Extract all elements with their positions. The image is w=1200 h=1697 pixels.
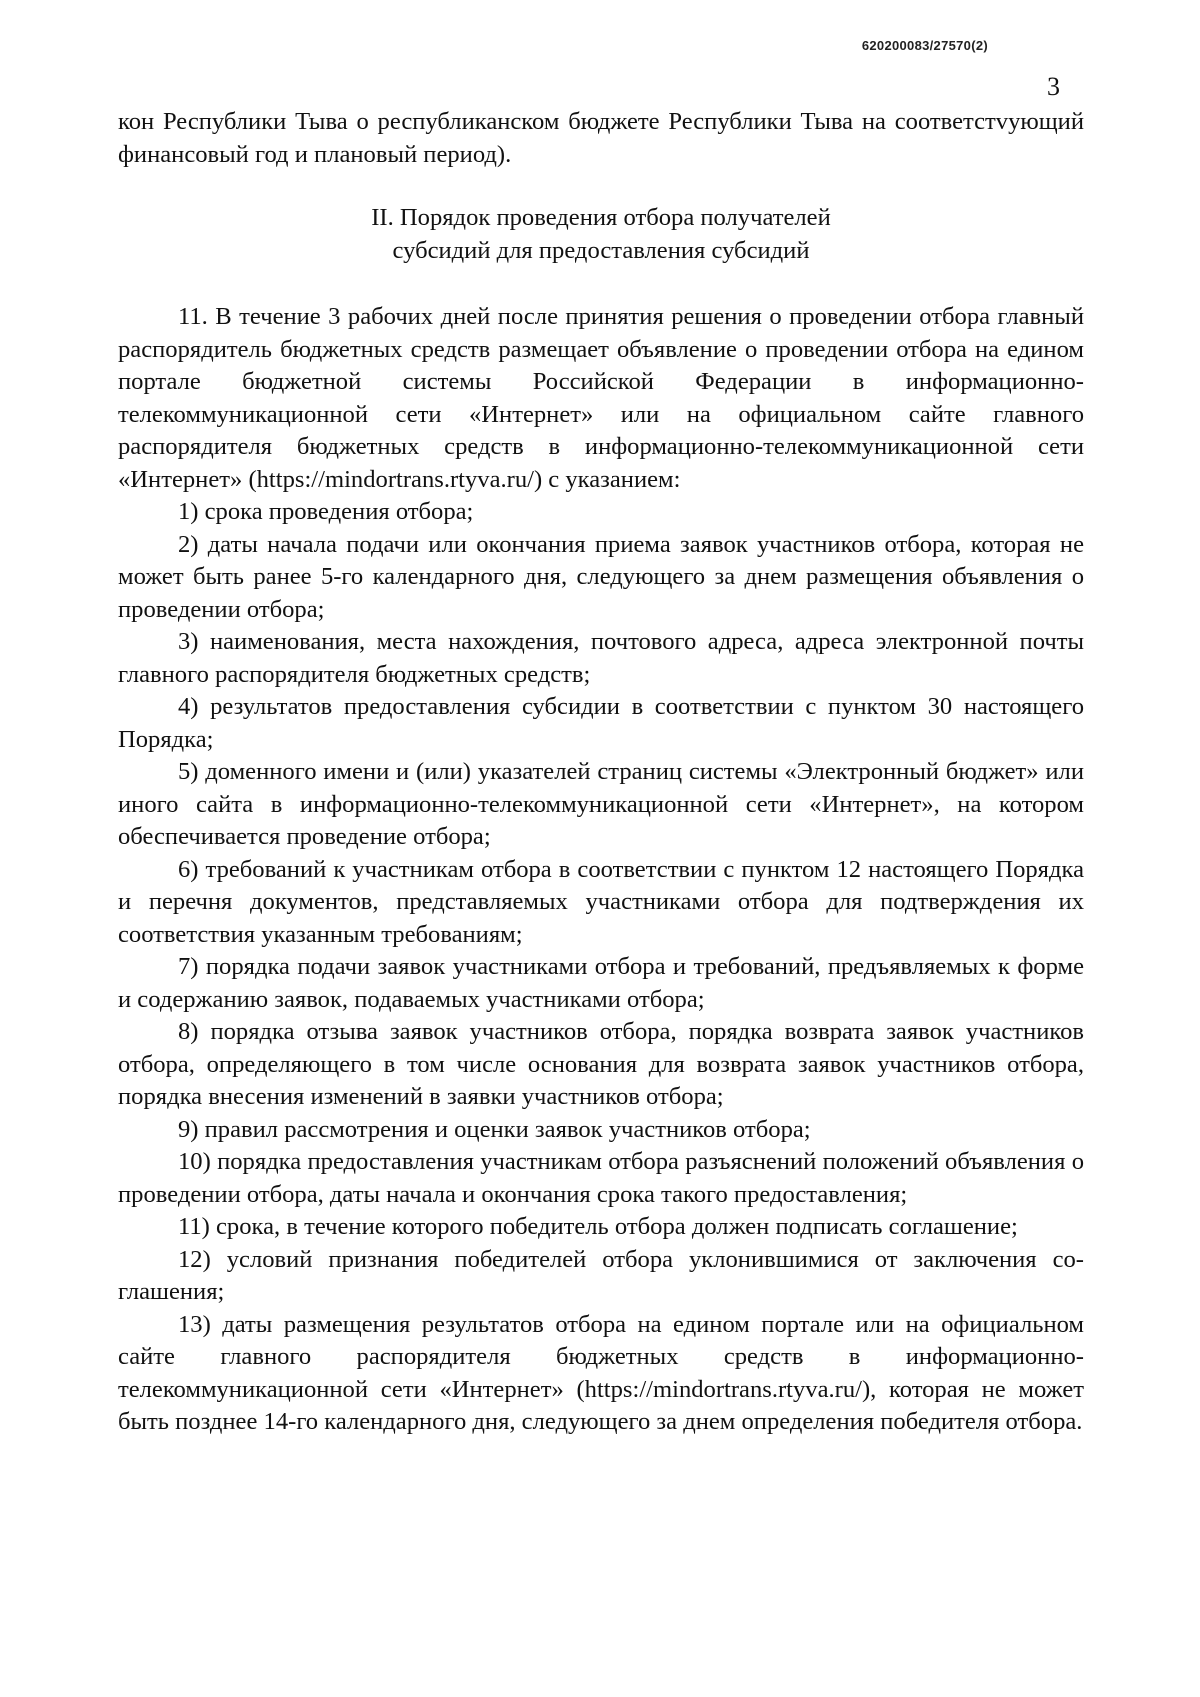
list-item-4: 4) результатов предоставления субсидии в соответствии с пунктом 30 настоящего Порядка;: [118, 693, 1084, 753]
list-item-8: 8) порядка отзыва заявок участников отбора, порядка возврата заявок участников отбора, определяющего в том числе основания для возврата заявок участников отбора, порядка внесения изменений в заявки участников отбора;: [118, 1018, 1084, 1110]
paragraph-11: 11. В течение 3 рабочих дней после принятия решения о проведении отбора главный распорядитель бюджетных средств размещает объявление о проведении отбора на едином портале бюджетной системы Российской Федерации в информационно-телекоммуникационной сети «Интернет» или на официальном сайте главного распорядителя бюджетных средств в информационно-телекоммуникационной сети «Интернет» (https://mindortrans.rtyva.ru/) с указанием:: [118, 303, 1084, 493]
section-title-line-1: II. Порядок проведения отбора получателей: [371, 204, 831, 231]
list-item-10: 10) порядка предоставления участникам отбора разъяснений положений объявления о проведении отбора, даты начала и окончания срока такого предоставления;: [118, 1148, 1084, 1208]
section-title-line-2: субсидий для предоставления субсидий: [392, 237, 810, 264]
list-item-9: 9) правил рассмотрения и оценки заявок участников отбора;: [178, 1115, 811, 1143]
intro-paragraph: кон Республики Тыва о республиканском бюджете Республики Тыва на соответстvующий финансовый год и плановый период).: [118, 108, 1084, 168]
page-number: 3: [1047, 72, 1060, 101]
document-code: 620200083/27570(2): [861, 38, 988, 53]
list-item-6: 6) требований к участникам отбора в соответствии с пунктом 12 настоящего Порядка и перечня документов, представляемых участниками отбора для подтверждения их соответствия указанным требованиям;: [118, 855, 1084, 948]
list-item-3: 3) наименования, места нахождения, почтового адреса, адреса электронной почты главного распорядителя бюджетных средств;: [118, 628, 1084, 688]
section-heading: [118, 201, 1084, 267]
list-item-1: 1) срока проведения отбора;: [178, 498, 474, 525]
list-item-11: 11) срока, в течение которого победитель отбора должен подписать соглашение;: [178, 1213, 1018, 1240]
list-item-7: 7) порядка подачи заявок участниками отбора и требований, предъявляемых к форме и содержанию заявок, подаваемых участниками отбора;: [118, 953, 1084, 1013]
document-body: [118, 106, 1084, 1439]
list-item-12: 12) условий признания победителей отбора уклонившимися от заключения соглашения;: [118, 1245, 1084, 1305]
list-item-13: 13) даты размещения результатов отбора на едином портале или на официальном сайте главного распорядителя бюджетных средств в информационно-телекоммуникационной сети «Интернет» (https://mindortrans.rtyva.ru/), которая не может быть позднее 14-го календарного дня, следующего за днем определения победителя отбора.: [118, 1310, 1084, 1435]
list-item-2: 2) даты начала подачи или окончания приема заявок участников отбора, которая не может быть ранее 5-го календарного дня, следующего за днем размещения объявления о проведении отбора;: [118, 530, 1084, 623]
list-item-5: 5) доменного имени и (или) указателей страниц системы «Электронный бюджет» или иного сайта в информационно-телекоммуникационной сети «Интернет», на котором обеспечивается проведение отбора;: [118, 758, 1084, 850]
